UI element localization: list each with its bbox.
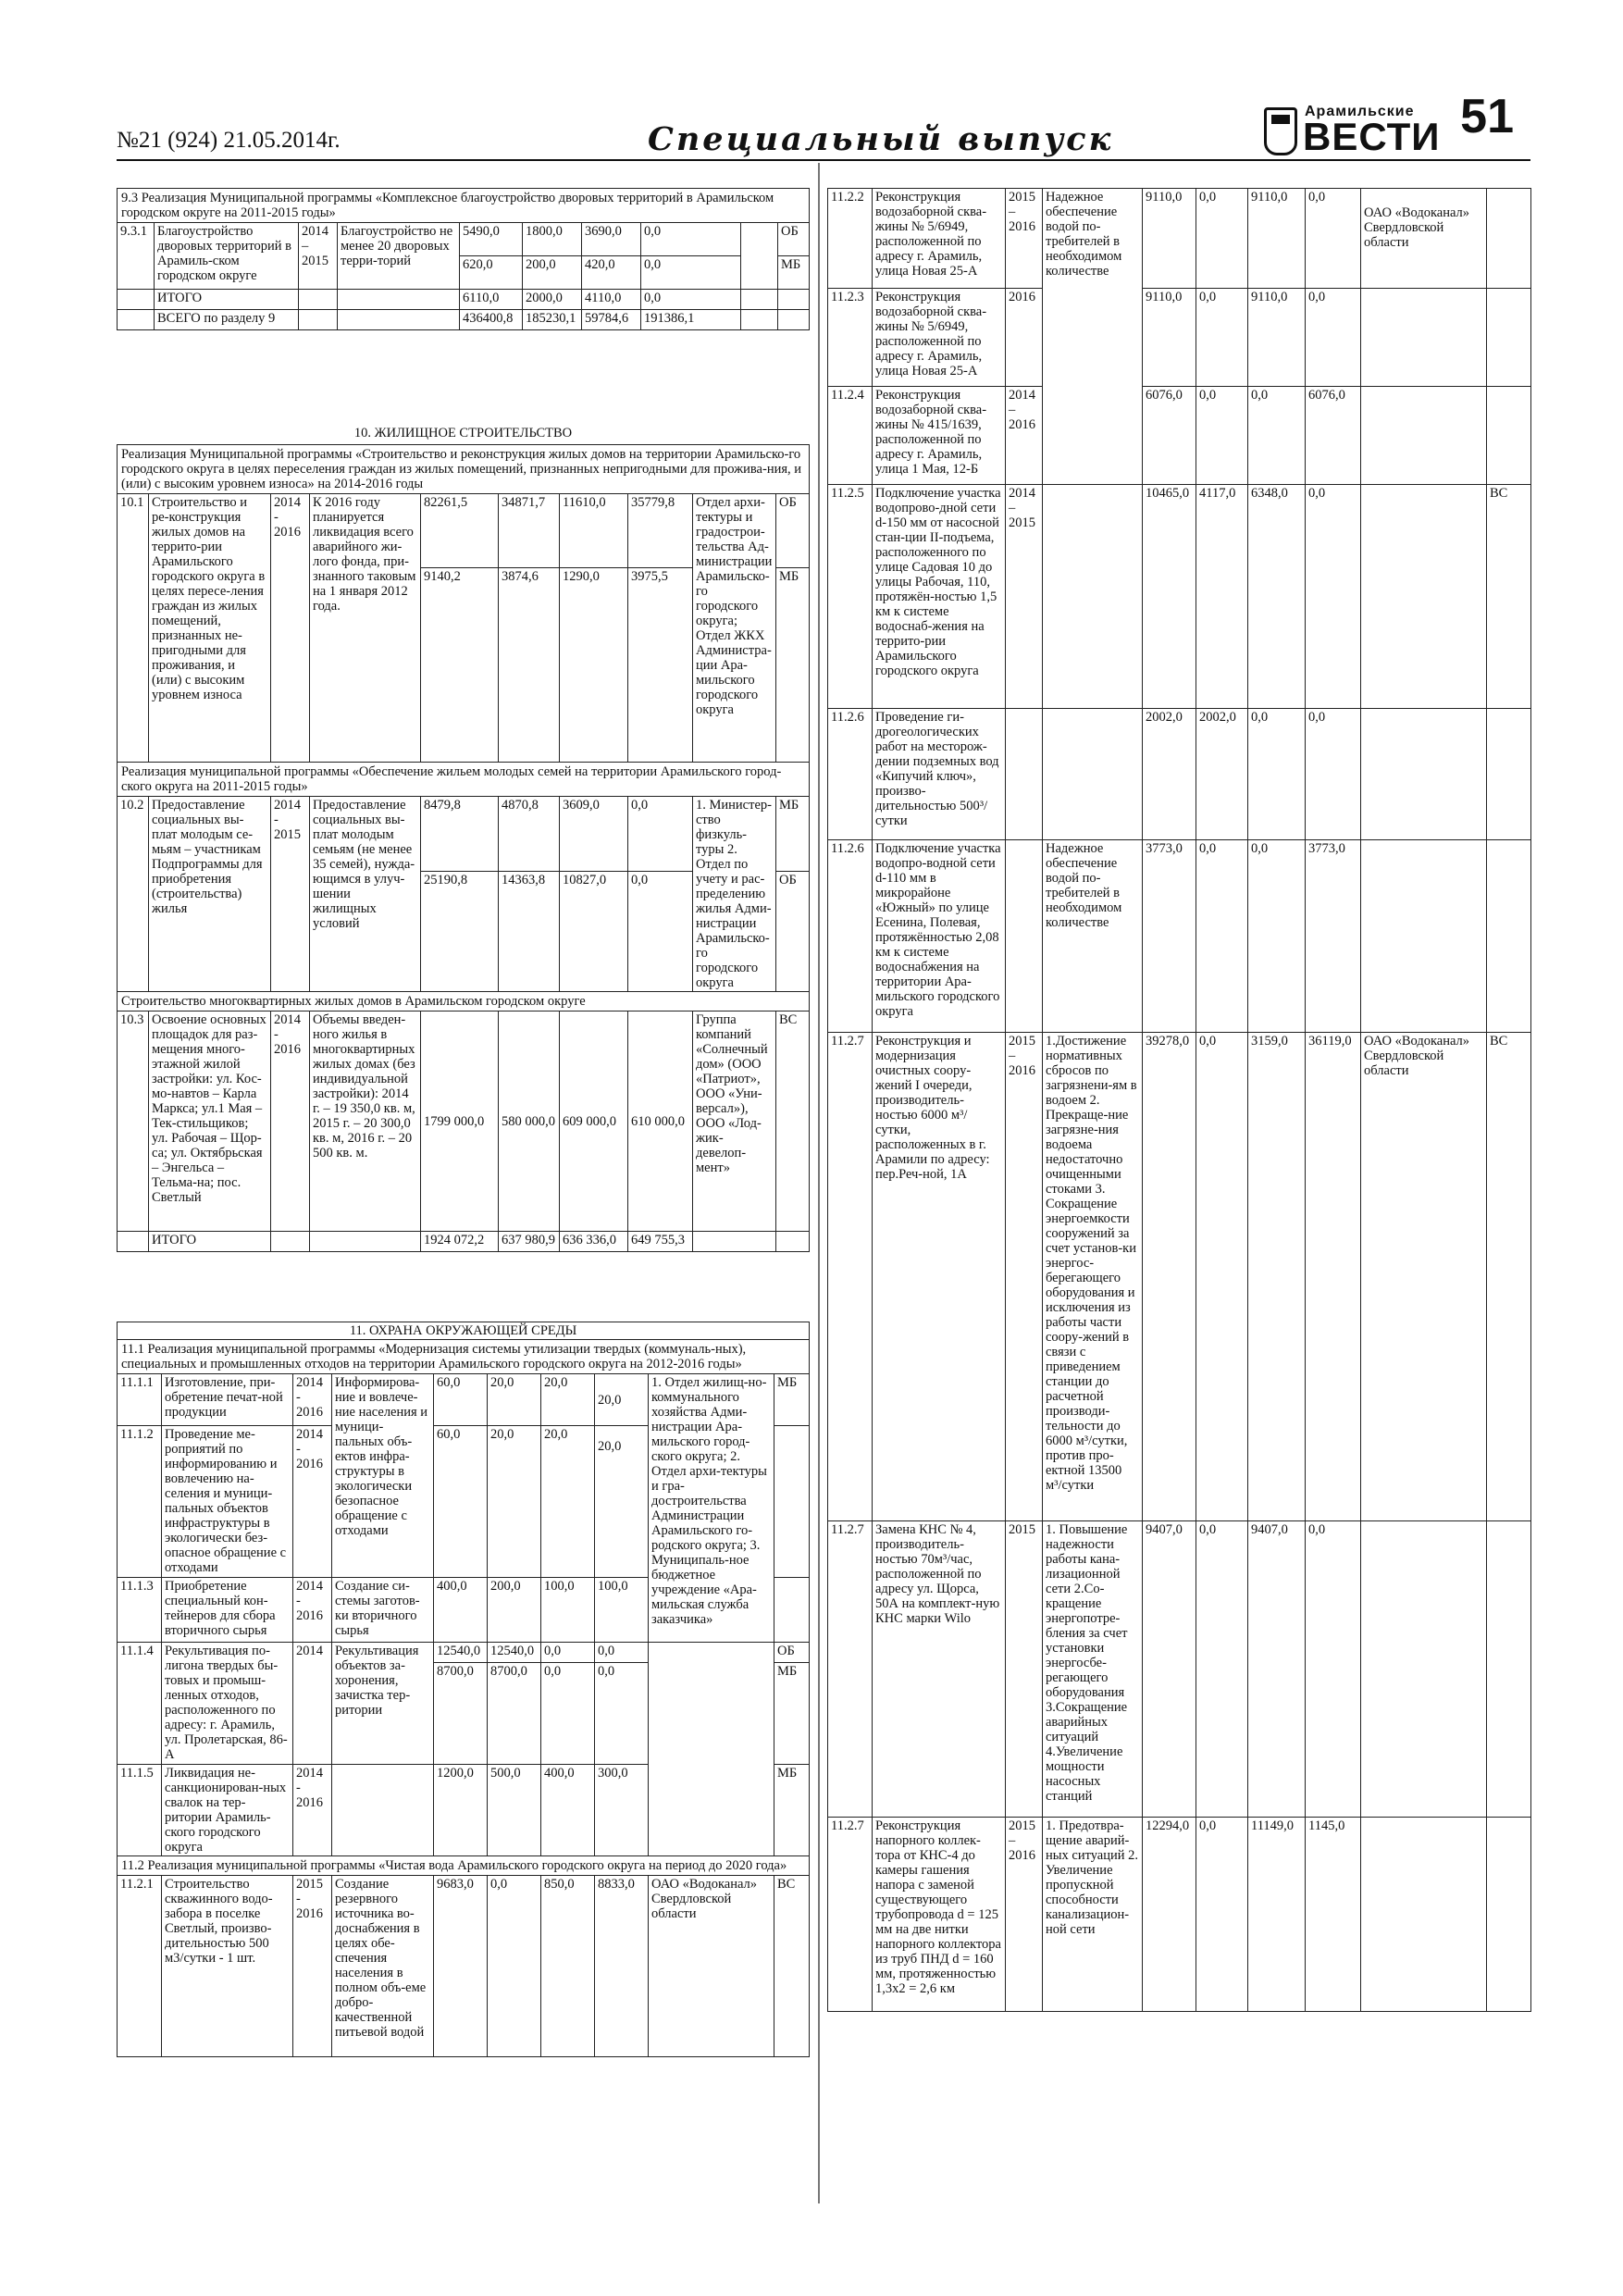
amount-y3: 20,0 [595,1426,649,1578]
funding-source: МБ [776,797,810,872]
amount-total: 12540,0 [434,1643,488,1663]
years: 2014 – 2015 [299,223,338,290]
grand-total-label: ВСЕГО по разделу 9 [155,310,299,330]
activity-name: Строительство скважинного водо-забора в поселке Светлый, произво-дительностью 500 м3/сутки - 1 шт. [162,1876,293,2057]
amount-y1: 580 000,0 [499,1011,560,1232]
funding-source: МБ [774,1765,810,1856]
row-number: 11.2.3 [828,289,873,387]
executor: Отдел архи-тектуры и градострои-тельства Ад-министрации Арамильско-го городского округа; Отдел ЖКХ Администра-ции Ара-мильского городского округа [693,494,776,763]
executor: 1. Министер-ство физкуль-туры 2. Отдел по учету и рас-пределению жилья Адми-нистрации Арамильско-го городского округа [693,797,776,992]
target: Объемы введен-ного жилья в многоквартирных жилых домах (без индивидуальной застройки): 2014 г. – 19 350,0 кв. м, 2015 г. – 20 300,0 кв. м, 2016 г. – 20 500 кв. м. [310,1011,421,1232]
row-number: 11.2.4 [828,387,873,485]
amount-total: 2002,0 [1143,709,1196,840]
years: 2015 – 2016 [1006,1818,1043,2012]
program-title: Строительство многоквартирных жилых домов в Арамильском городском округе [118,992,810,1011]
funding-source: ВС [776,1011,810,1232]
amount-y1: 0,0 [488,1876,541,2057]
years: 2014 – 2015 [1006,485,1043,709]
years: 2014 [293,1643,332,1765]
activity-name: Рекультивация по-лигона твердых бы-товых и промыш-ленных отходов, расположенного по адресу: г. Арамиль, ул. Пролетарская, 86-А [162,1643,293,1765]
amount-y2: 3609,0 [560,797,628,872]
amount-y1: 0,0 [1196,1818,1248,2012]
amount-total: 8700,0 [434,1663,488,1765]
years: 2015 [1006,1521,1043,1818]
amount-y2: 100,0 [541,1578,595,1643]
amount-y2: 0,0 [1248,387,1306,485]
amount-y1: 8700,0 [488,1663,541,1765]
target: 1.Достижение нормативных сбросов по загрязнени-ям в водоем 2. Прекраще-ние загрязне-ния водоема недостаточно очищенными стоками 3. Сокращение энергоемкости сооружений за счет установ-ки энергос-берегающего оборудования и исключения из работы части соору-жений в связи с приведением станции до расчетной производи-тельности до 6000 м³/сутки, против про-ектной 13500 м³/сутки [1043,1033,1143,1521]
years: 2014 - 2016 [271,1011,310,1232]
target: Создание си-стемы заготов-ки вторичного сырья [332,1578,434,1643]
amount-y1: 0,0 [1196,289,1248,387]
executor: 1. Отдел жилищ-но-коммунального хозяйства Адми-нистрации Ара-мильского город-ского округа; 2. Отдел архи-тектуры и гра-достроительства Администрации Арамильского го-родского округа; 3. Муниципаль-ное бюджетное учреждение «Ара-мильская служба заказчика» [649,1374,774,1643]
amount-y3: 8833,0 [595,1876,649,2057]
total-value: 4110,0 [582,290,641,310]
amount-y3: 0,0 [628,871,693,991]
amount-y2: 10827,0 [560,871,628,991]
amount-y2: 3159,0 [1248,1033,1306,1521]
years: 2014 - 2016 [293,1374,332,1426]
amount-y1: 0,0 [1196,840,1248,1033]
activity-name: Реконструкция водозаборной сква-жины № 415/1639, расположенной по адресу г. Арамиль, улица 1 Мая, 12-Б [873,387,1006,485]
amount-y3: 0,0 [641,256,741,290]
section-title: Специальный выпуск [648,120,1114,158]
logo-text: ВЕСТИ [1303,115,1441,158]
row-number: 11.1.3 [118,1578,162,1643]
amount-y3: 3773,0 [1306,840,1361,1033]
activity-name: Реконструкция водозаборной сква-жины № 5/6949, расположенной по адресу г. Арамиль, улица Новая 25-А [873,289,1006,387]
executor [741,223,778,290]
issue-number: №21 (924) 21.05.2014г. [117,128,341,153]
amount-y2: 609 000,0 [560,1011,628,1232]
total-label: ИТОГО [155,290,299,310]
amount-total: 60,0 [434,1374,488,1426]
amount-y3: 300,0 [595,1765,649,1856]
row-number: 11.2.6 [828,709,873,840]
amount-total: 9110,0 [1143,289,1196,387]
years: 2015 - 2016 [293,1876,332,2057]
funding-source: ОБ [776,494,810,568]
target: 1. Предотвра-щение аварий-ных ситуаций 2. Увеличение пропускной способности канализацион-ной сети [1043,1818,1143,2012]
funding-source: МБ [774,1663,810,1765]
funding-source: ОБ [778,223,810,256]
page-number: 51 [1460,90,1514,143]
activity-name: Замена КНС № 4, производитель-ностью 70м³/час, расположенной по адресу ул. Щорса, 50А на комплект-ную КНС марки Wilo [873,1521,1006,1818]
total-value: 0,0 [641,290,741,310]
activity-name: Предоставление социальных вы-плат молодым се-мьям – участникам Подпрограммы для приобретения (строительства) жилья [149,797,271,992]
row-number: 11.2.7 [828,1521,873,1818]
funding-source: ОБ [776,871,810,991]
amount-y1: 34871,7 [499,494,560,568]
amount-y3: 0,0 [1306,289,1361,387]
amount-total: 25190,8 [421,871,499,991]
amount-y3: 100,0 [595,1578,649,1643]
row-number: 11.1.2 [118,1426,162,1578]
activity-name: Проведение ги-дрогеологических работ на месторож-дении подземных вод «Кипучий ключ», произво-дительностью 500³/сутки [873,709,1006,840]
grand-total-value: 59784,6 [582,310,641,330]
amount-y2: 0,0 [1248,709,1306,840]
row-number: 10.3 [118,1011,149,1232]
amount-y3: 3975,5 [628,568,693,763]
section-heading: 11. ОХРАНА ОКРУЖАЮЩЕЙ СРЕДЫ [118,1322,810,1340]
years: 2014 - 2015 [271,797,310,992]
amount-y1: 0,0 [1196,387,1248,485]
amount-y1: 2002,0 [1196,709,1248,840]
amount-y2: 9110,0 [1248,289,1306,387]
target: 1. Повышение надежности работы кана-лизационной сети 2.Со-кращение энергопотре-бления за счет установки энергосбе-регающего оборудования 3.Сокращение аварийных ситуаций 4.Увеличение мощности насосных станций [1043,1521,1143,1818]
row-number: 11.2.1 [118,1876,162,2057]
amount-y3: 610 000,0 [628,1011,693,1232]
amount-y3: 0,0 [1306,189,1361,289]
amount-y1: 200,0 [523,256,582,290]
amount-y1: 12540,0 [488,1643,541,1663]
activity-name: Реконструкция водозаборной сква-жины № 5/6949, расположенной по адресу г. Арамиль, улица Новая 25-А [873,189,1006,289]
amount-y1: 0,0 [1196,1033,1248,1521]
header-rule [117,159,1530,161]
amount-total: 8479,8 [421,797,499,872]
row-number: 9.3.1 [118,223,155,290]
program-title: 11.2 Реализация муниципальной программы «Чистая вода Арамильского городского округа на период до 2020 года» [118,1856,810,1876]
amount-total: 9683,0 [434,1876,488,2057]
amount-y3: 36119,0 [1306,1033,1361,1521]
amount-y2: 1290,0 [560,568,628,763]
amount-y3: 1145,0 [1306,1818,1361,2012]
amount-total: 6076,0 [1143,387,1196,485]
total-value: 636 336,0 [560,1232,628,1252]
amount-y2: 0,0 [541,1643,595,1663]
logo-small-text: Арамильские [1305,104,1415,119]
amount-total: 60,0 [434,1426,488,1578]
funding-source: ОБ [774,1643,810,1663]
activity-name: Благоустройство дворовых территорий в Арамиль-ском городском округе [155,223,299,290]
activity-name: Подключение участка водопрово-дной сети d-150 мм от насосной стан-ции II-подъема, расположенного по улице Садовая 10 до улицы Рабочая, 110, протяжён-ностью 1,5 км к системе водоснаб-жения на террито-рии Арамильского городского округа [873,485,1006,709]
executor: Группа компаний «Солнечный дом» (ООО «Патриот», ООО «Уни-версал»), ООО «Лод-жик-девелоп-мент» [693,1011,776,1232]
target: Надежное обеспечение водой по-требителей в необходимом количестве [1043,840,1143,1033]
table-section-9 [117,188,810,330]
activity-name: Проведение ме-роприятий по информированию и вовлечению на-селения и муници-пальных объектов инфраструктуры в экологически без-опасное обращение с отходами [162,1426,293,1578]
amount-y3: 0,0 [1306,709,1361,840]
amount-total: 12294,0 [1143,1818,1196,2012]
target: Предоставление социальных вы-плат молодым семьям (не менее 35 семей), нужда-ющимся в улуч-шении жилищных условий [310,797,421,992]
row-number: 10.1 [118,494,149,763]
table-section-11 [117,1322,810,2057]
amount-total: 620,0 [460,256,523,290]
amount-total: 1200,0 [434,1765,488,1856]
row-number: 11.2.6 [828,840,873,1033]
program-title: Реализация Муниципальной программы «Строительство и реконструкция жилых домов на территории Арамильско-го городского округа в целях переселения граждан из жилых помещений, признанных непригодными для прожива-ния, и (или) с высоким уровнем износа» на 2014-2016 годы [118,445,810,494]
years: 2014 - 2016 [293,1426,332,1578]
row-number: 11.2.5 [828,485,873,709]
amount-y2: 20,0 [541,1374,595,1426]
amount-y3: 0,0 [628,797,693,872]
executor: ОАО «Водоканал» Свердловской области [1361,189,1487,289]
funding-source: ВС [1487,485,1531,709]
page-header [117,90,1530,161]
amount-y2: 400,0 [541,1765,595,1856]
total-value: 6110,0 [460,290,523,310]
years: 2014 – 2016 [1006,387,1043,485]
total-value: 649 755,3 [628,1232,693,1252]
row-number: 11.2.7 [828,1033,873,1521]
total-value: 1924 072,2 [421,1232,499,1252]
target: Информирова-ние и вовлече-ние населения и муници-пальных объ-ектов инфра-структуры в экологически безопасное обращение с отходами [332,1374,434,1578]
total-label: ИТОГО [149,1232,271,1252]
program-title: 11.1 Реализация муниципальной программы «Модернизация системы утилизации твердых (коммуналь-ных), специальных и промышленных отходов на территории Арамильского городского округа на 2012-2016 годы» [118,1340,810,1374]
amount-y1: 200,0 [488,1578,541,1643]
amount-y2: 11610,0 [560,494,628,568]
amount-y2: 3690,0 [582,223,641,256]
executor: ОАО «Водоканал» Свердловской области [1361,1033,1487,1521]
table-section-10 [117,424,810,1252]
section-heading: 10. ЖИЛИЩНОЕ СТРОИТЕЛЬСТВО [353,426,573,441]
amount-y1: 20,0 [488,1426,541,1578]
amount-y2: 0,0 [541,1663,595,1765]
activity-name: Подключение участка водопро-водной сети d-110 мм в микрорайоне «Южный» по улице Есенина, Полевая, протяжённостью 2,08 км к системе водоснабжения на территории Ара-мильского городского округа [873,840,1006,1033]
grand-total-value: 191386,1 [641,310,741,330]
row-number: 11.1.4 [118,1643,162,1765]
amount-y3: 6076,0 [1306,387,1361,485]
years: 2015 – 2016 [1006,1033,1043,1521]
amount-y2: 850,0 [541,1876,595,2057]
amount-y1: 0,0 [1196,1521,1248,1818]
years: 2015 – 2016 [1006,189,1043,289]
years: 2016 [1006,289,1043,387]
activity-name: Ликвидация не-санкционирован-ных свалок на тер-ритории Арамиль-ского городского округа [162,1765,293,1856]
funding-source: МБ [778,256,810,290]
amount-y1: 1800,0 [523,223,582,256]
amount-y2: 9407,0 [1248,1521,1306,1818]
target: Рекультивация объектов за-хоронения, зачистка тер-ритории [332,1643,434,1765]
amount-total: 39278,0 [1143,1033,1196,1521]
amount-y2: 20,0 [541,1426,595,1578]
coat-of-arms-icon [1264,107,1297,155]
row-number: 11.2.7 [828,1818,873,2012]
table-water-program [827,188,1531,2012]
row-number: 10.2 [118,797,149,992]
funding-source: ВС [1487,1033,1531,1521]
row-number: 11.1.5 [118,1765,162,1856]
grand-total-value: 185230,1 [523,310,582,330]
activity-name: Строительство и ре-конструкция жилых домов на террито-рии Арамильского городского округа в целях пересе-ления граждан из жилых помещений, признанных не-пригодными для проживания, и (или) с высоким уровнем износа [149,494,271,763]
amount-total: 3773,0 [1143,840,1196,1033]
amount-y1: 14363,8 [499,871,560,991]
amount-y3: 0,0 [595,1643,649,1663]
amount-y2: 420,0 [582,256,641,290]
row-number: 11.1.1 [118,1374,162,1426]
activity-name: Освоение основных площадок для раз-мещения много-этажной жилой застройки: ул. Кос-мо-навтов – Карла Маркса; ул.1 Мая – Тек-стильщиков; ул. Рабочая – Щор-са; ул. Октябрьская – Энгельса – Тельма-на; пос. Светлый [149,1011,271,1232]
amount-y1: 20,0 [488,1374,541,1426]
grand-total-value: 436400,8 [460,310,523,330]
amount-y1: 500,0 [488,1765,541,1856]
amount-y2: 9110,0 [1248,189,1306,289]
amount-y2: 6348,0 [1248,485,1306,709]
amount-y1: 4870,8 [499,797,560,872]
amount-y1: 3874,6 [499,568,560,763]
amount-y3: 0,0 [595,1663,649,1765]
amount-total: 9110,0 [1143,189,1196,289]
target: Надежное обеспечение водой по-требителей в необходимом количестве [1043,189,1143,485]
program-title: Реализация муниципальной программы «Обеспечение жильем молодых семей на территории Арамильского город-ского округа на 2011-2015 годы» [118,763,810,797]
amount-y3: 35779,8 [628,494,693,568]
amount-total: 82261,5 [421,494,499,568]
activity-name: Приобретение специальный кон-тейнеров для сбора вторичного сырья [162,1578,293,1643]
years: 2014 - 2016 [293,1765,332,1856]
row-number: 11.2.2 [828,189,873,289]
activity-name: Реконструкция напорного коллек-тора от КНС-4 до камеры гашения напора с заменой существующего трубопровода d = 125 мм на две нитки напорного коллектора из труб ПНД d = 160 мм, протяженностью 1,3х2 = 2,6 км [873,1818,1006,2012]
amount-y3: 0,0 [1306,485,1361,709]
target: К 2016 году планируется ликвидация всего аварийного жи-лого фонда, при-знанного таковым на 1 января 2012 года. [310,494,421,763]
target: Создание резервного источника во-доснабжения в целях обе-спечения населения в полном объ-еме добро-качественной питьевой водой [332,1876,434,2057]
amount-total: 9140,2 [421,568,499,763]
amount-y1: 0,0 [1196,189,1248,289]
amount-total: 10465,0 [1143,485,1196,709]
funding-source: МБ [776,568,810,763]
program-title: 9.3 Реализация Муниципальной программы «Комплексное благоустройство дворовых территорий в Арамильском городском округе на 2011-2015 годы» [118,189,810,223]
executor: ОАО «Водоканал» Свердловской области [649,1876,774,2057]
column-divider [818,163,820,2203]
years: 2014 - 2016 [271,494,310,763]
activity-name: Реконструкция и модернизация очистных соору-жений I очереди, производитель-ностью 6000 м³/сутки, расположенных в г. Арамили по адресу: пер.Реч-ной, 1А [873,1033,1006,1521]
amount-y3: 20,0 [595,1374,649,1426]
amount-y2: 11149,0 [1248,1818,1306,2012]
amount-y1: 4117,0 [1196,485,1248,709]
amount-total: 1799 000,0 [421,1011,499,1232]
target: Благоустройство не менее 20 дворовых терри-торий [338,223,460,290]
total-value: 2000,0 [523,290,582,310]
funding-source: ВС [774,1876,810,2057]
amount-total: 400,0 [434,1578,488,1643]
amount-total: 9407,0 [1143,1521,1196,1818]
years: 2014 - 2016 [293,1578,332,1643]
amount-y2: 0,0 [1248,840,1306,1033]
funding-source: МБ [774,1374,810,1426]
amount-y3: 0,0 [1306,1521,1361,1818]
activity-name: Изготовление, при-обретение печат-ной продукции [162,1374,293,1426]
total-value: 637 980,9 [499,1232,560,1252]
amount-total: 5490,0 [460,223,523,256]
amount-y3: 0,0 [641,223,741,256]
